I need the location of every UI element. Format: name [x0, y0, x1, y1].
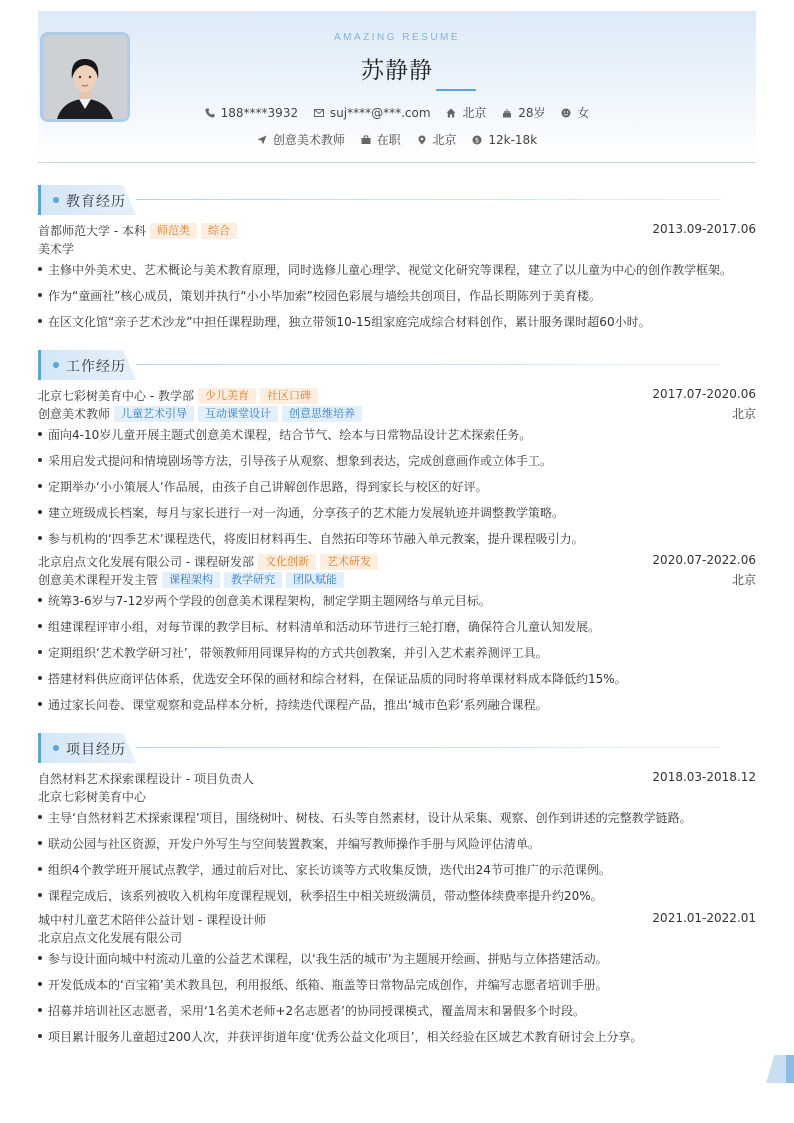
home-info — [446, 104, 486, 121]
skill-tag: 互动课堂设计 — [198, 406, 278, 422]
project-header — [38, 770, 756, 787]
skill-tag: 创意思维培养 — [282, 406, 362, 422]
list-item: 参与设计面向城中村流动儿童的公益艺术课程，以‘我生活的城市’为主题展开绘画、拼贴与立体搭建活动。 — [38, 950, 756, 967]
section-title: 教育经历 — [66, 194, 126, 210]
list-item: 定期组织‘艺术教学研习社’，带领教师用同课异构的方式共创教案，并引入艺术素养测评工具。 — [38, 644, 756, 661]
project-org — [38, 788, 756, 805]
project-header — [38, 911, 756, 928]
list-item: 作为“童画社”核心成员，策划并执行“小小毕加索”校园色彩展与墙绘共创项目，作品长期陈列于美育楼。 — [38, 287, 756, 304]
work-city: 北京 — [731, 407, 756, 421]
list-item: 主修中外美术史、艺术概论与美术教育原理，同时选修儿童心理学、视觉文化研究等课程，建立了以儿童为中心的创作教学框架。 — [38, 261, 756, 278]
work-role-row — [38, 405, 756, 422]
name-underline — [436, 89, 476, 91]
company-name: 北京七彩树美育中心 - 教学部 — [38, 389, 194, 403]
list-item: 通过家长问卷、课堂观察和竞品样本分析，持续迭代课程产品，推出‘城市色彩’系列融合课程。 — [38, 696, 756, 713]
list-item: 搭建材料供应商评估体系，优选安全环保的画材和综合材料，在保证品质的同时将单课材料成本降低约15%。 — [38, 670, 756, 687]
phone-info — [205, 106, 298, 120]
tag: 少儿美育 — [198, 388, 256, 404]
list-item: 课程完成后，该系列被收入机构年度课程规划，秋季招生中相关班级满员，带动整体续费率提升约20%。 — [38, 887, 756, 904]
list-item: 组建课程评审小组，对每节课的教学目标、材料清单和活动环节进行三轮打磨，确保符合儿童认知发展。 — [38, 618, 756, 635]
tag: 社区口碑 — [260, 388, 318, 404]
age-text: 28岁 — [518, 106, 546, 120]
list-item: 参与机构的‘四季艺术’课程迭代，将废旧材料再生、自然拓印等环节融入单元教案，提升课程吸引力。 — [38, 530, 756, 547]
school-name: 首都师范大学 - 本科 — [38, 224, 146, 238]
home-icon — [446, 108, 456, 118]
role-text: 创意美术教师 — [38, 407, 111, 421]
tag: 文化创新 — [258, 554, 316, 570]
list-item: 联动公园与社区资源，开发户外写生与空间装置教案，并编写教师操作手册与风险评估清单。 — [38, 835, 756, 852]
list-item: 项目累计服务儿童超过200人次，并获评街道年度‘优秀公益文化项目’，相关经验在区域艺术教育研讨会上分享。 — [38, 1028, 756, 1045]
tag: 师范类 — [150, 223, 197, 239]
education-major — [38, 240, 756, 257]
age-info — [502, 104, 545, 121]
status-text: 在职 — [376, 133, 401, 147]
work-role-row — [38, 571, 756, 588]
list-item: 招募并培训社区志愿者，采用‘1名美术老师+2名志愿者’的协同授课模式，覆盖周末和暑假多个时段。 — [38, 1002, 756, 1019]
resume-tagline: AMAZING RESUME — [333, 32, 461, 43]
position-text: 创意美术教师 — [272, 133, 345, 147]
role-text: 创意美术课程开发主管 — [38, 573, 159, 587]
skill-tag: 教学研究 — [224, 572, 282, 588]
money-icon — [472, 135, 482, 145]
gender-text: 女 — [577, 106, 590, 120]
email-icon — [314, 108, 324, 118]
list-item: 统筹3-6岁与7-12岁两个学段的创意美术课程架构，制定学期主题网络与单元目标。 — [38, 592, 756, 609]
section-title: 项目经历 — [66, 742, 126, 758]
work-date: 2020.07-2022.06 — [652, 553, 756, 567]
position-info — [257, 131, 345, 148]
project-date: 2018.03-2018.12 — [652, 770, 756, 784]
list-item: 在区文化馆“亲子艺术沙龙”中担任课程助理，独立带领10-15组家庭完成综合材料创作，累计服务课时超60小时。 — [38, 313, 756, 330]
location-text: 北京 — [432, 133, 457, 147]
phone-icon — [205, 108, 215, 118]
skill-tag: 儿童艺术引导 — [114, 406, 194, 422]
section-work — [38, 350, 756, 380]
contact-info-row — [0, 104, 794, 121]
svg-text:$: $ — [475, 136, 480, 145]
briefcase-icon — [361, 135, 371, 145]
section-projects — [38, 733, 756, 763]
phone-text: 188****3932 — [220, 106, 299, 120]
education-header — [38, 222, 756, 239]
company-name: 北京启点文化发展有限公司 - 课程研发部 — [38, 555, 254, 569]
salary-text: 12k-18k — [488, 133, 538, 147]
job-info-row — [0, 131, 794, 148]
location-pin-icon — [417, 135, 427, 145]
work-header — [38, 387, 756, 404]
work-city: 北京 — [731, 573, 756, 587]
email-text: suj****@***.com — [329, 106, 431, 120]
list-item: 定期举办‘小小策展人’作品展，由孩子自己讲解创作思路，得到家长与校区的好评。 — [38, 478, 756, 495]
org-text: 北京七彩树美育中心 — [38, 790, 147, 804]
smile-icon — [561, 108, 571, 118]
section-title: 工作经历 — [66, 359, 126, 375]
work-header — [38, 553, 756, 570]
project-date: 2021.01-2022.01 — [652, 911, 756, 925]
education-date: 2013.09-2017.06 — [652, 222, 756, 236]
list-item: 面向4-10岁儿童开展主题式创意美术课程，结合节气、绘本与日常物品设计艺术探索任务。 — [38, 426, 756, 443]
tag: 综合 — [201, 223, 237, 239]
location-info — [417, 131, 457, 148]
status-info — [361, 131, 401, 148]
project-title: 自然材料艺术探索课程设计 - 项目负责人 — [38, 772, 254, 786]
email-info — [314, 106, 431, 120]
skill-tag: 团队赋能 — [286, 572, 344, 588]
tag: 艺术研发 — [320, 554, 378, 570]
home-text: 北京 — [462, 106, 487, 120]
work-date: 2017.07-2020.06 — [652, 387, 756, 401]
skill-tag: 课程架构 — [162, 572, 220, 588]
list-item: 采用启发式提问和情境剧场等方法，引导孩子从观察、想象到表达，完成创意画作或立体手工。 — [38, 452, 756, 469]
list-item: 建立班级成长档案，每月与家长进行一对一沟通，分享孩子的艺术能力发展轨迹并调整教学策略。 — [38, 504, 756, 521]
header-divider — [38, 162, 756, 163]
salary-info — [472, 133, 537, 147]
send-icon — [257, 135, 267, 145]
list-item: 组织4个教学班开展试点教学，通过前后对比、家长访谈等方式收集反馈，迭代出24节可推广的示范课例。 — [38, 861, 756, 878]
list-item: 开发低成本的‘百宝箱’美术教具包，利用报纸、纸箱、瓶盖等日常物品完成创作，并编写志愿者培训手册。 — [38, 976, 756, 993]
project-title: 城中村儿童艺术陪伴公益计划 - 课程设计师 — [38, 913, 266, 927]
gender-info — [561, 104, 589, 121]
cake-icon — [502, 108, 512, 118]
candidate-name: 苏静静 — [361, 58, 433, 84]
list-item: 主导‘自然材料艺术探索课程’项目，围绕树叶、树枝、石头等自然素材，设计从采集、观察、创作到讲述的完整教学链路。 — [38, 809, 756, 826]
major-text: 美术学 — [38, 242, 75, 256]
section-education — [38, 185, 756, 215]
org-text: 北京启点文化发展有限公司 — [38, 931, 183, 945]
corner-accent — [786, 1055, 794, 1083]
project-org — [38, 929, 756, 946]
